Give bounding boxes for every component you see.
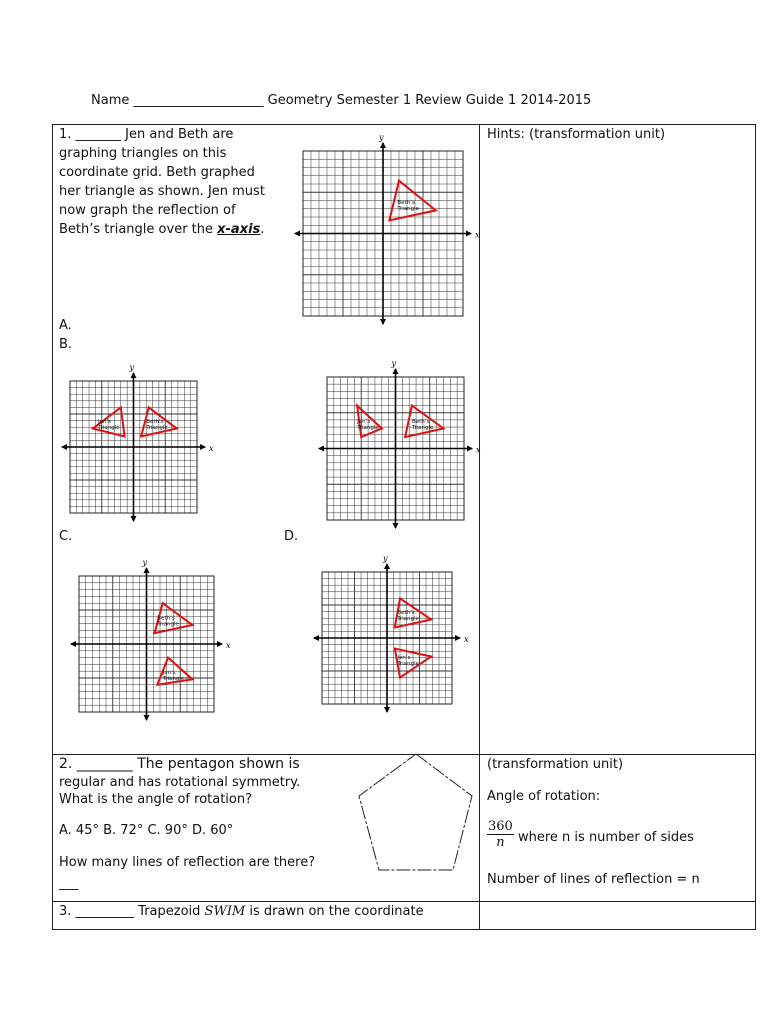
q2-choices: A. 45° B. 72° C. 90° D. 60° <box>59 823 234 838</box>
triangle-label: Jen’s <box>162 669 176 676</box>
q3-line-1 <box>59 902 424 921</box>
svg-text:y: y <box>129 363 135 372</box>
option-d-graph <box>315 556 470 708</box>
triangle-label: Triangle <box>357 424 379 431</box>
q2-line-1: 2. ________ The pentagon shown is <box>59 756 300 772</box>
option-b-label: B. <box>59 337 73 352</box>
q1-line-1: 1. _______ Jen and Beth are <box>59 127 234 142</box>
svg-text:x: x <box>226 641 231 650</box>
triangle-label: Triangle <box>397 661 420 668</box>
rotation-fraction <box>487 819 514 850</box>
triangle-label: Beth’s <box>397 199 415 206</box>
triangle-label: Triangle <box>411 424 434 431</box>
q1-line-6-prefix: Beth’s triangle over the <box>59 222 218 237</box>
q2-hint-fraction-text: where n is number of sides <box>518 830 694 845</box>
triangle-label: Beth’s <box>397 610 415 617</box>
option-a-label: A. <box>59 318 72 333</box>
header-line: Name ____________________ Geometry Semester 1 Review Guide 1 2014-2015 <box>91 93 592 108</box>
q3-suffix: is drawn on the coordinate <box>245 904 424 919</box>
triangle-label: Jen’s <box>397 655 411 662</box>
triangle-label: Beth’s <box>157 615 175 622</box>
q1-line-4: her triangle as shown. Jen must <box>59 184 265 199</box>
svg-text:x: x <box>209 444 214 453</box>
svg-text:y: y <box>383 554 388 563</box>
svg-text:y: y <box>379 133 384 142</box>
triangle-label: Triangle <box>97 425 120 432</box>
q1-line-6 <box>59 220 264 239</box>
q3-prefix: 3. _________ Trapezoid <box>59 904 205 919</box>
triangle-label: Jen’s <box>357 418 371 425</box>
q2-line-3: What is the angle of rotation? <box>59 792 253 807</box>
triangle-label: Triangle <box>146 425 168 432</box>
svg-text:x: x <box>475 230 480 240</box>
q1-line-2: graphing triangles on this <box>59 146 227 161</box>
svg-text:x: x <box>464 635 469 644</box>
beth-graph <box>288 130 482 322</box>
q2-hint-angle: Angle of rotation: <box>487 789 601 804</box>
svg-text:x: x <box>476 445 481 455</box>
option-c-label: C. <box>59 529 73 544</box>
q1-hint: Hints: (transformation unit) <box>487 127 666 142</box>
q1-line-6-suffix: . <box>260 222 265 237</box>
pentagon-figure <box>350 750 480 875</box>
triangle-label: Beth’s <box>411 418 430 425</box>
q1-line-3: coordinate grid. Beth graphed <box>59 165 255 180</box>
option-b-graph <box>315 359 481 524</box>
q2-hint-unit: (transformation unit) <box>487 757 624 772</box>
svg-text:y: y <box>142 558 148 567</box>
triangle-label: Beth’s <box>146 419 164 426</box>
q2-lines-question: How many lines of reflection are there? <box>59 855 316 870</box>
q1-line-5: now graph the reflection of <box>59 203 236 218</box>
triangle-label: Triangle <box>397 616 420 623</box>
fraction-denominator: n <box>496 835 505 850</box>
trapezoid-name: SWIM <box>204 904 246 919</box>
option-d-label: D. <box>284 529 299 544</box>
triangle-label: Triangle <box>157 621 179 628</box>
fraction-numerator: 360 <box>488 819 513 834</box>
triangle-label: Triangle <box>162 675 185 682</box>
svg-text:y: y <box>391 359 397 368</box>
q2-blank: ___ <box>59 876 79 891</box>
q2-line-2: regular and has rotational symmetry. <box>59 775 301 790</box>
option-c-graph <box>68 560 230 717</box>
triangle-label: Triangle <box>397 205 420 212</box>
option-a-graph <box>60 363 214 517</box>
triangle-label: Jen’s <box>97 419 112 426</box>
q2-hint-lines: Number of lines of reflection = n <box>487 872 700 887</box>
x-axis-emphasis: x-axis <box>217 222 261 237</box>
